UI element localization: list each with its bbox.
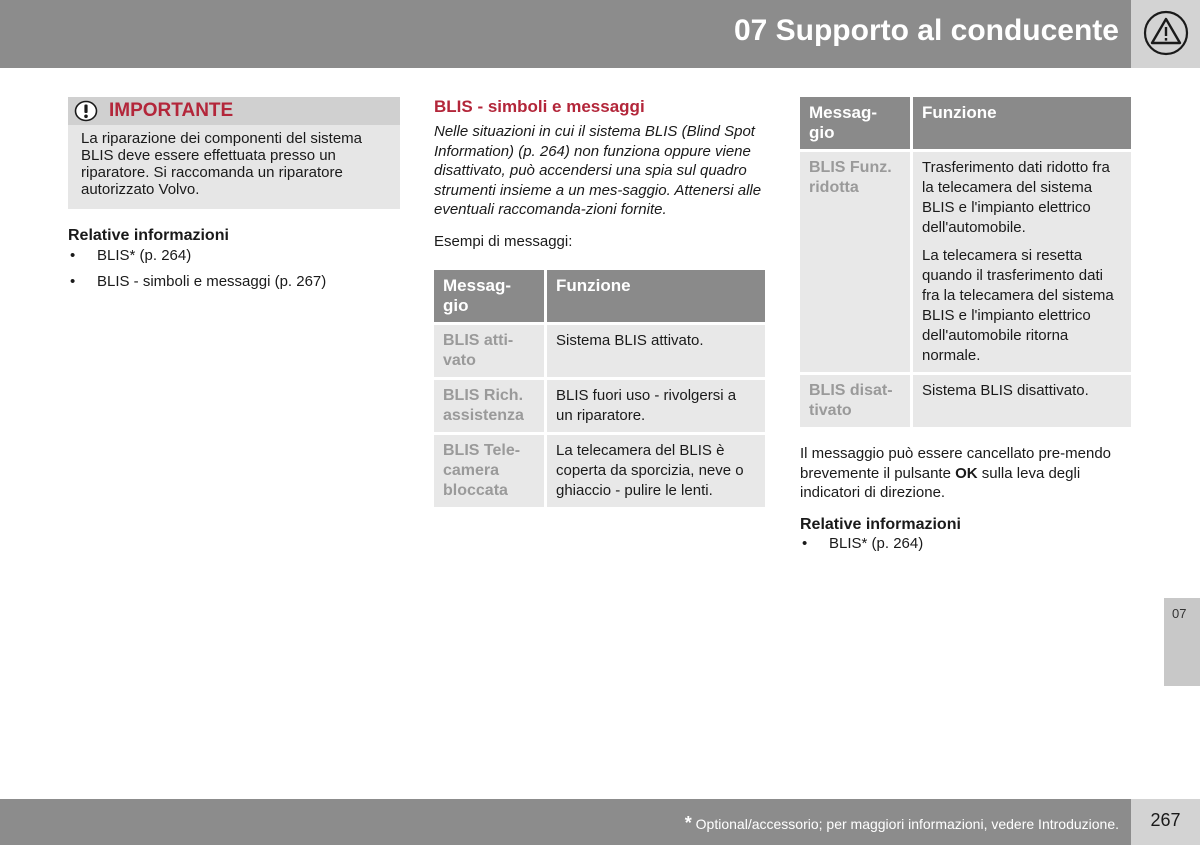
exclamation-icon — [74, 100, 98, 122]
table-row — [434, 432, 765, 507]
message-name: BLIS Funz. ridotta — [800, 149, 913, 372]
message-function: Sistema BLIS attivato. — [547, 322, 765, 377]
important-header — [68, 97, 400, 125]
table-header-row — [800, 97, 1131, 149]
section-intro: Nelle situazioni in cui il sistema BLIS (Blind Spot Information) (p. 264) non funziona oppure viene disattivato, può accendersi una spia sul quadro strumenti insieme a un mes-saggio. Attenersi alle eventuali raccomanda-zioni fornite. — [434, 123, 762, 218]
message-function: BLIS fuori uso - rivolgersi a un riparatore. — [547, 377, 765, 432]
column-header-message: Messag-gio — [434, 270, 547, 322]
message-name: BLIS atti-vato — [434, 322, 547, 377]
page-number-box — [1131, 799, 1200, 845]
right-column — [800, 97, 1131, 560]
ok-button-label: OK — [955, 464, 978, 482]
message-function: La telecamera del BLIS è coperta da sporcizia, neve o ghiaccio - pulire le lenti. — [547, 432, 765, 507]
asterisk: * — [684, 813, 692, 833]
page-footer — [0, 799, 1131, 845]
section-title: BLIS - simboli e messaggi — [434, 97, 645, 116]
related-info-left — [68, 227, 400, 291]
message-function — [913, 149, 1131, 372]
left-column — [68, 97, 400, 298]
function-paragraph: Trasferimento dati ridotto fra la telecamera del sistema BLIS e l'impianto elettrico dell'automobile. — [922, 159, 1110, 236]
related-info-list — [68, 246, 400, 291]
ok-note-before: Il messaggio può essere cancellato pre-mendo brevemente il pulsante — [800, 445, 1112, 482]
page-header — [0, 0, 1131, 68]
related-link-blis[interactable]: • BLIS* (p. 264) — [800, 534, 1131, 553]
table-row — [434, 322, 765, 377]
important-text: La riparazione dei componenti del sistema BLIS deve essere effettuata presso un riparatore. Si raccomanda un riparatore autorizzato Volvo. — [81, 130, 362, 198]
message-name: BLIS Tele-camera bloccata — [434, 432, 547, 507]
table-row — [800, 149, 1131, 372]
related-info-title: Relative informazioni — [68, 227, 229, 244]
message-name: BLIS Rich. assistenza — [434, 377, 547, 432]
related-info-title: Relative informazioni — [800, 515, 961, 533]
footer-note-text: Optional/accessorio; per maggiori informazioni, vedere Introduzione. — [691, 816, 1119, 832]
related-link-blis[interactable]: • BLIS* (p. 264) — [68, 246, 400, 265]
messages-table-2 — [800, 97, 1131, 427]
ok-note-after: sulla leva degli indicatori di direzione. — [800, 464, 1081, 501]
important-box — [68, 97, 400, 209]
chapter-side-tab — [1164, 598, 1200, 686]
column-header-function: Funzione — [913, 97, 1131, 149]
warning-triangle-icon — [1143, 10, 1189, 56]
related-info-list — [800, 534, 1131, 553]
function-paragraph: La telecamera si resetta quando il trasferimento dati fra la telecamera del sistema BLIS e l'impianto elettrico dell'automobile ritorna normale. — [922, 247, 1114, 364]
table-row — [800, 372, 1131, 427]
table-row — [434, 377, 765, 432]
column-header-message: Messag-gio — [800, 97, 913, 149]
footer-note — [685, 813, 1119, 834]
chapter-title: 07 Supporto al conducente — [733, 14, 1119, 47]
related-link-blis-symbols[interactable]: • BLIS - simboli e messaggi (p. 267) — [68, 272, 400, 291]
chapter-number: 07 — [1172, 606, 1187, 621]
chapter-icon-box — [1131, 0, 1200, 68]
table-header-row — [434, 270, 765, 322]
messages-table-1 — [434, 270, 765, 507]
message-function: Sistema BLIS disattivato. — [913, 372, 1131, 427]
ok-note — [800, 444, 1131, 503]
column-header-function: Funzione — [547, 270, 765, 322]
middle-column — [434, 97, 765, 507]
related-info-right — [800, 516, 1131, 553]
examples-label: Esempi di messaggi: — [434, 232, 573, 250]
message-name: BLIS disat-tivato — [800, 372, 913, 427]
page-number: 267 — [1150, 810, 1181, 830]
important-label: IMPORTANTE — [109, 100, 234, 121]
